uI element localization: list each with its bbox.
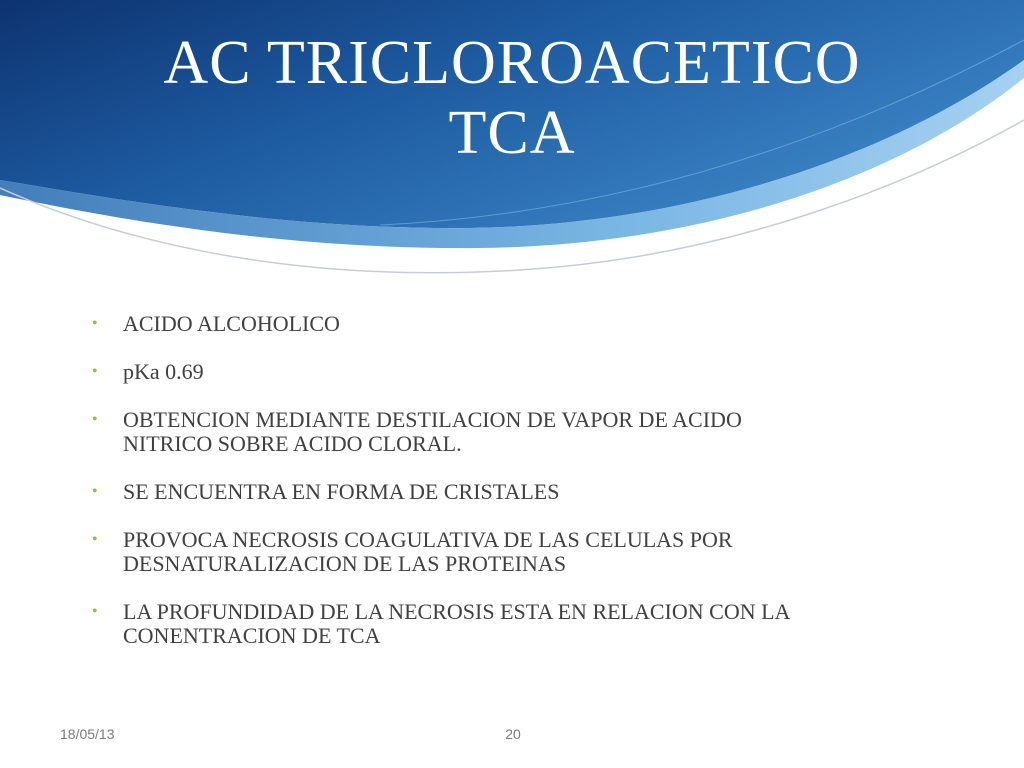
bullet-item xyxy=(92,528,972,576)
bullet-text: OBTENCION MEDIANTE DESTILACION DE VAPOR DE ACIDO xyxy=(123,407,742,432)
bullet-dot-icon: • xyxy=(92,483,98,500)
bullet-dot-icon: • xyxy=(92,315,98,332)
bullet-text-continued: NITRICO SOBRE ACIDO CLORAL. xyxy=(123,431,462,456)
bullet-list xyxy=(92,312,972,672)
footer-page-number: 20 xyxy=(505,726,521,742)
bullet-item xyxy=(92,600,972,648)
bullet-text: SE ENCUENTRA EN FORMA DE CRISTALES xyxy=(123,479,560,504)
bullet-item xyxy=(92,360,972,384)
bullet-item xyxy=(92,408,972,456)
bullet-dot-icon: • xyxy=(92,411,98,428)
bullet-text: LA PROFUNDIDAD DE LA NECROSIS ESTA EN RELACION CON LA xyxy=(123,599,791,624)
slide-title-line-1: AC TRICLOROACETICO xyxy=(163,29,861,97)
bullet-dot-icon: • xyxy=(92,603,98,620)
bullet-dot-icon: • xyxy=(92,363,98,380)
bullet-dot-icon: • xyxy=(92,531,98,548)
bullet-item xyxy=(92,312,972,336)
bullet-text: PROVOCA NECROSIS COAGULATIVA DE LAS CELULAS POR xyxy=(123,527,733,552)
bullet-text: pKa 0.69 xyxy=(123,359,204,384)
bullet-item xyxy=(92,480,972,504)
footer-date: 18/05/13 xyxy=(60,726,115,742)
bullet-text: ACIDO ALCOHOLICO xyxy=(123,311,340,336)
slide-title xyxy=(0,28,1024,168)
slide-title-line-2: TCA xyxy=(448,99,576,167)
bullet-text-continued: DESNATURALIZACION DE LAS PROTEINAS xyxy=(123,551,567,576)
bullet-text-continued: CONENTRACION DE TCA xyxy=(123,623,381,648)
